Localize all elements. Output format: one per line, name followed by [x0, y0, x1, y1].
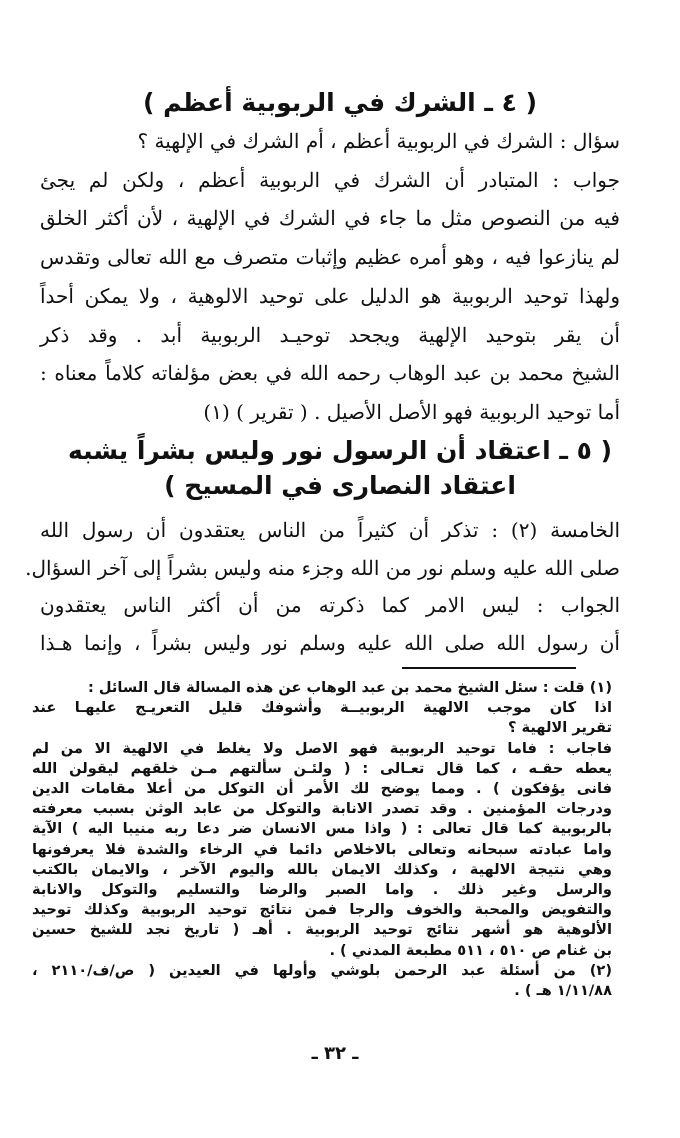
body-line: فيه من النصوص مثل ما جاء في الشرك في الإلهية ، لأن أكثر الخلق — [40, 206, 620, 231]
footnote-line: تقرير الالهية ؟ — [507, 719, 612, 737]
footnote-line: (٢) من أسئلة عبد الرحمن بلوشي وأولها في العيدين ( ص/ف/٢١١٠ ، — [32, 961, 612, 979]
body-line: الشيخ محمد بن عبد الوهاب رحمه الله في بعض مؤلفاته كلاماً معناه : — [40, 361, 620, 386]
footnote-line: ودرجات المؤمنين . وقد تصدر الانابة والتوكل من عابد الوثن بسبب معرفته — [32, 800, 612, 818]
section-heading-4: ( ٤ ـ الشرك في الربوبية أعظم ) — [142, 88, 538, 117]
footnote-separator — [402, 667, 576, 669]
footnote-line: والتفويض والمحبة والخوف والرجا فمن نتائج توحيد الربوبية وكذلك توحيد — [32, 901, 612, 919]
body-line: أن رسول الله صلى الله عليه وسلم نور وليس بشراً ، وإنما هـذا — [40, 631, 620, 656]
footnote-line: واما عبادته سبحانه وتعالى بالاخلاص دائما في الرخاء والشدة فلا يعرفونها — [32, 840, 612, 858]
body-line: سؤال : الشرك في الربوبية أعظم ، أم الشرك في الإلهية ؟ — [137, 129, 620, 153]
footnote-line: (١) قلت : سئل الشيخ محمد بن عبد الوهاب عن هذه المسالة قال السائل : — [87, 679, 612, 696]
body-line: ولهذا توحيد الربوبية هو الدليل على توحيد الالوهية ، ولا يمكن أحداً — [40, 283, 620, 308]
body-line: الخامسة (٢) : تذكر أن كثيراً من الناس يعتقدون أن رسول الله — [40, 518, 620, 542]
footnote-line: اذا كان موجب الالهية الربوبيــة وأشوفك قليل التعريـج عليهـا عند — [32, 699, 612, 717]
body-line: لم ينازعوا فيه ، وهو أمره عظيم وإثبات متصرف مع الله تعالى وتقدس — [40, 245, 620, 270]
body-line: أما توحيد الربوبية فهو الأصل الأصيل . ( تقرير ) (١) — [203, 399, 620, 424]
footnote-line: فانى يؤفكون ) . ومما يوضح لك الأمر أن التوكل من أعلا مقامات الدين — [32, 780, 612, 797]
footnote-line: ١/١١/٨٨ هـ ) . — [514, 982, 612, 999]
footnote-line: بالربوبية كما قال تعالى : ( واذا مس الانسان ضر دعا ربه منيبا اليه ) الآية — [32, 820, 612, 838]
body-line: أن يقر بتوحيد الإلهية ويجحد توحيـد الربوبية أبد . وقد ذكر — [40, 322, 620, 347]
footnote-line: بن غنام ص ٥١٠ ، ٥١١ مطبعة المدني ) . — [329, 941, 612, 959]
body-line: جواب : المتبادر أن الشرك في الربوبية أعظم ، ولكن لم يجئ — [40, 167, 620, 192]
footnote-line: الألوهية هو أشهر نتائج توحيد الربوبية . أهـ ( تاريخ نجد للشيخ حسين — [32, 921, 612, 939]
footnote-line: وهي نتيجة الالهية ، وكذلك الايمان بالله واليوم الآخر ، والايمان بالكتب — [32, 860, 612, 878]
body-line: صلى الله عليه وسلم نور من الله وجزء منه وليس بشراً إلى آخر السؤال. — [25, 555, 620, 580]
footnote-line: يعطه حقـه ، كما قال تعـالى : ( ولئـن سألتهم مـن خلقهم ليقولن الله — [32, 759, 612, 777]
section-heading-5-line-2: اعتقاد النصارى في المسيح ) — [164, 471, 516, 500]
footnote-line: فاجاب : فاما توحيد الربوبية فهو الاصل ولا يغلط في الالهية الا من لم — [32, 739, 612, 757]
section-heading-5-line-1: ( ٥ ـ اعتقاد أن الرسول نور وليس بشراً يشبه — [67, 436, 613, 465]
body-line: الجواب : ليس الامر كما ذكرته من أن أكثر الناس يعتقدون — [40, 593, 620, 618]
footnote-line: والرسل وغير ذلك . واما الصبر والرضا والتسليم والتوكل والانابة — [32, 881, 612, 898]
page-number: ـ ٣٢ ـ — [311, 1043, 359, 1064]
